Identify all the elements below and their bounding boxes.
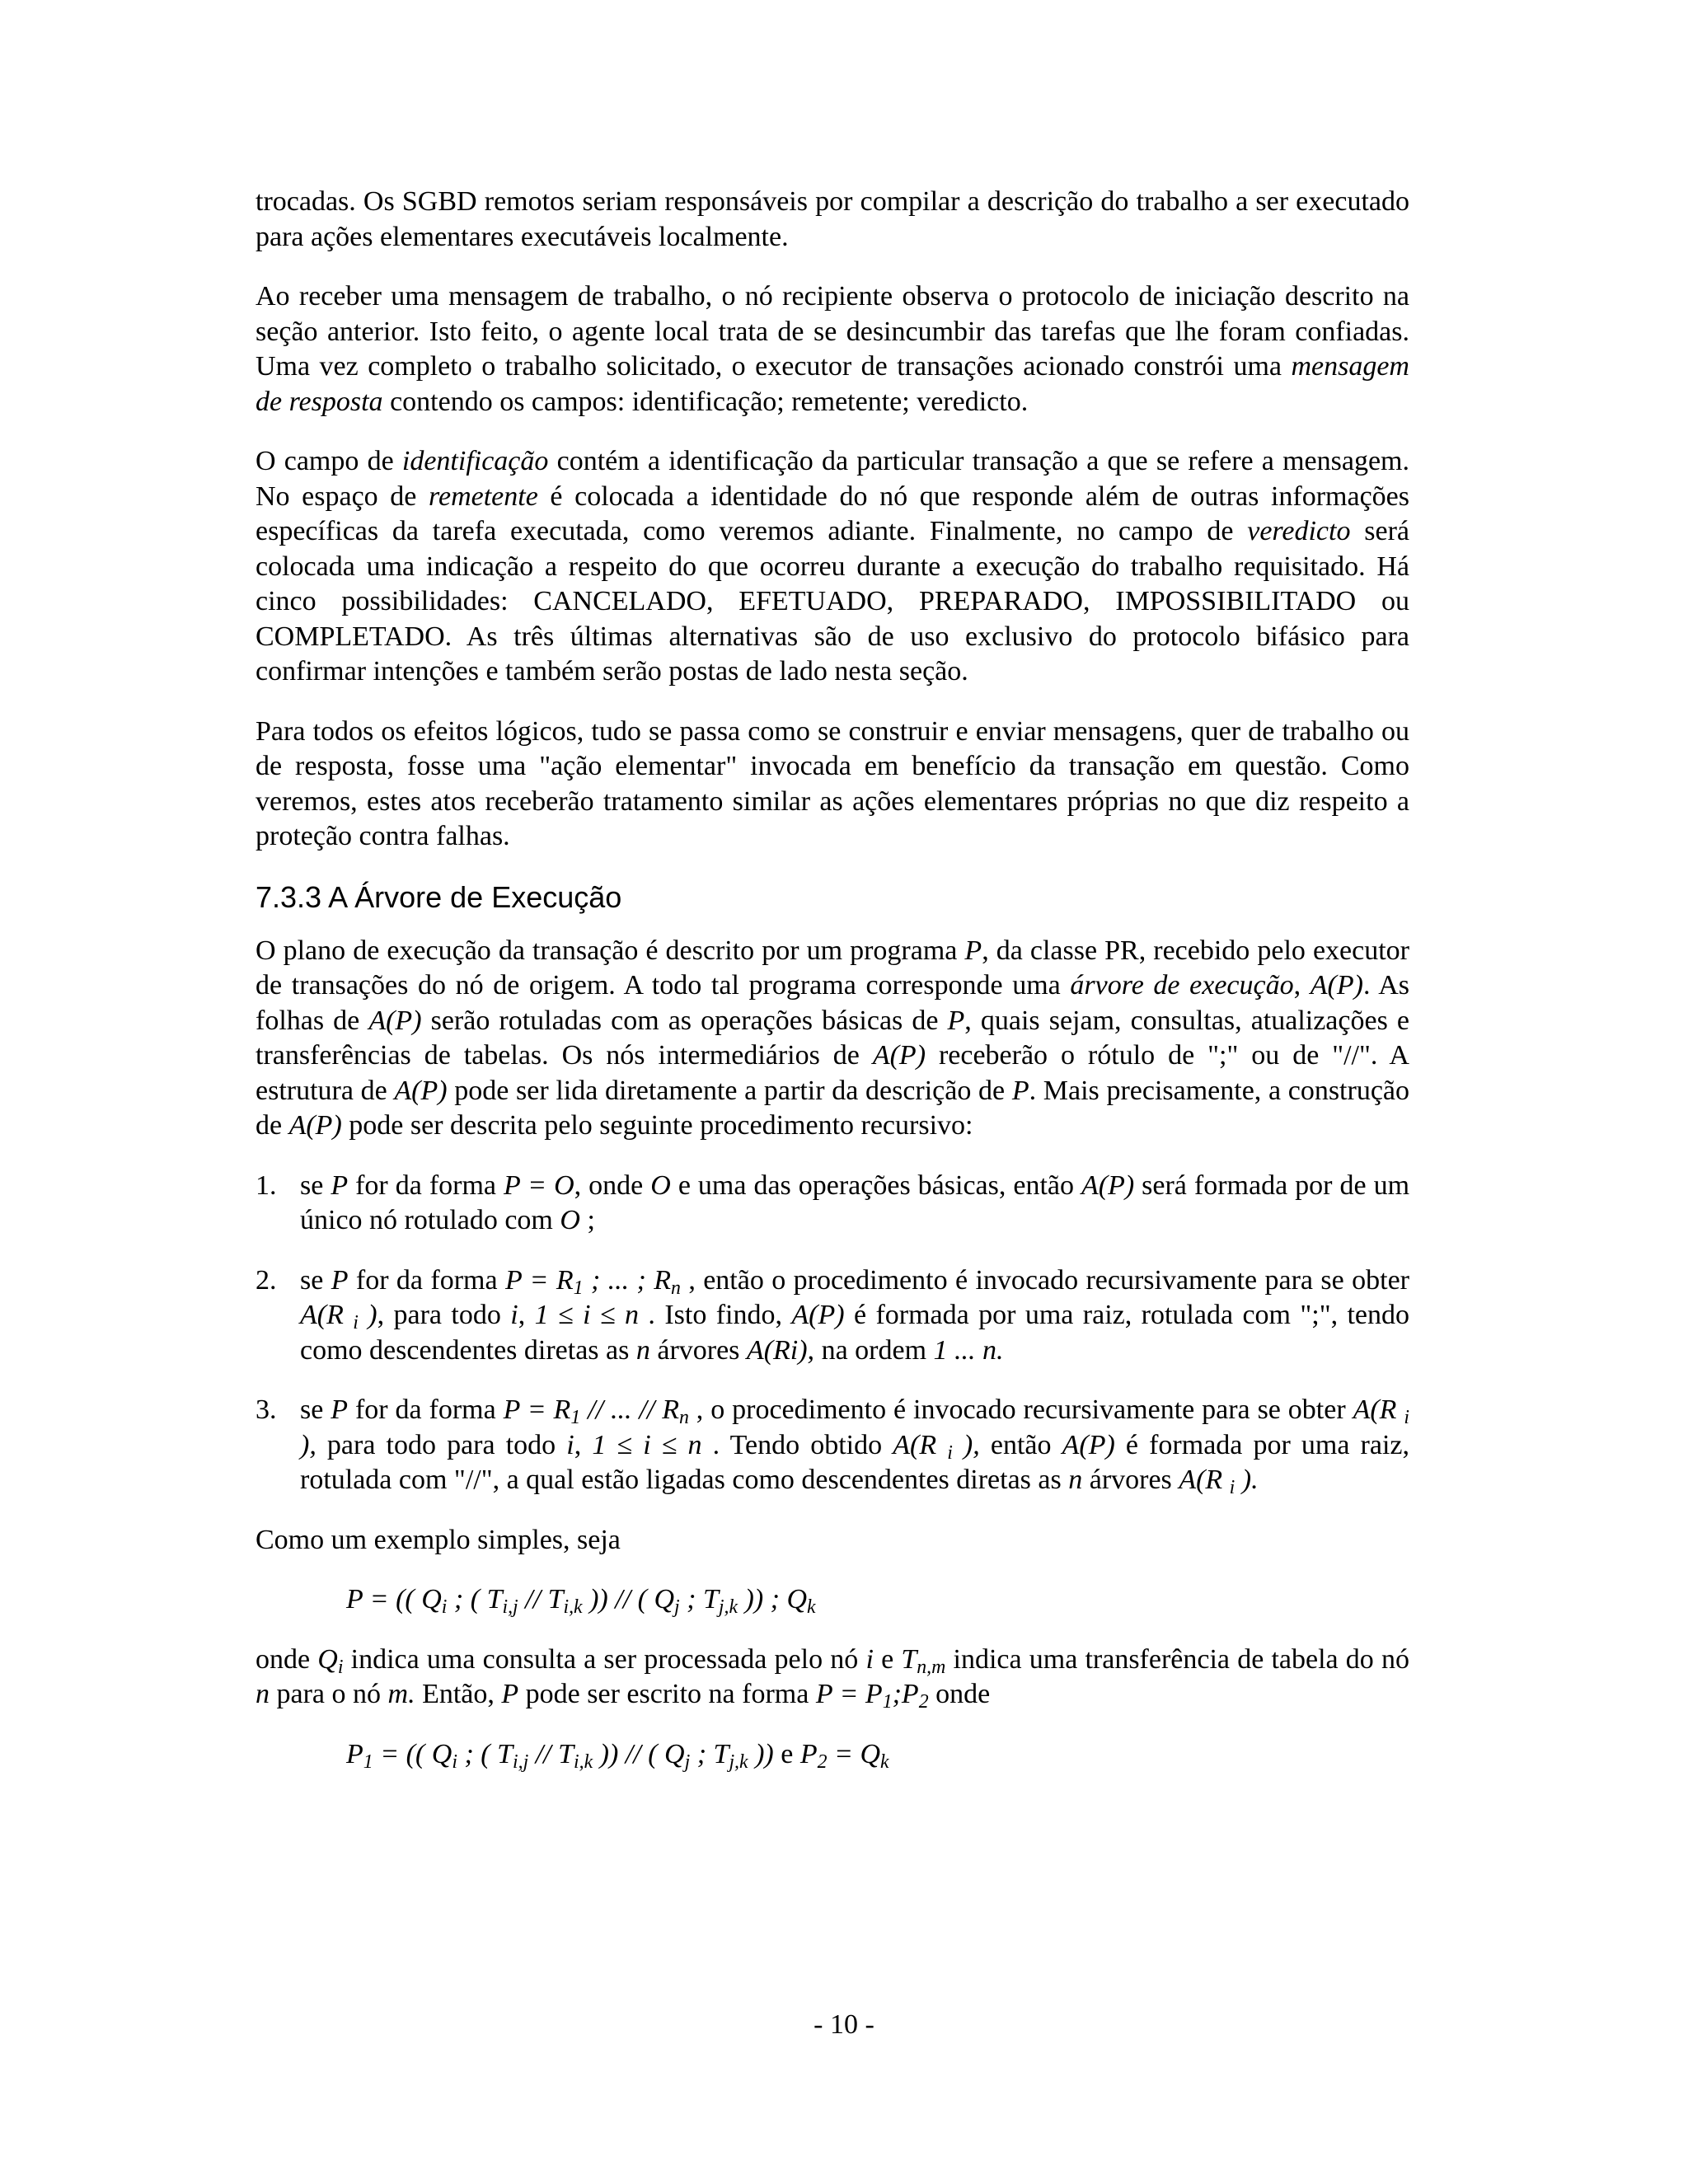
paragraph-2: Ao receber uma mensagem de trabalho, o nó recipiente observa o protocolo de iniciação descrito na seção anterior. Isto feito, o agente local trata de se desincumbir das tarefas que lhe foram confiadas. Uma vez completo o trabalho solicitado, o executor de transações acionado constrói uma mensagem de resposta contendo os campos: identificação; remetente; veredicto. — [256, 281, 1409, 417]
list-item: 2. se P for da forma $P = R_1$ ; ... ; $R_n$ , então o procedimento é invocado recursivamente para se obter A(R $_i$ ), para todo i, 1 ≤ i ≤ n . Isto findo, A(P) é formada por uma raiz, rotulada com ";", tendo como descendentes diretas as n árvores A(Ri), na ordem 1 ... n. — [256, 1264, 1410, 1366]
paragraph-1: trocadas. Os SGBD remotos seriam responsáveis por compilar a descrição do trabalho a ser executado para ações elementares executáveis localmente. — [256, 186, 1409, 252]
paragraph-4: Para todos os efeitos lógicos, tudo se passa como se construir e enviar mensagens, quer de trabalho ou de resposta, fosse uma "ação elementar" invocada em benefício da transação em questão. Como veremos, estes atos receberão tratamento similar as ações elementares próprias no que diz respeito a proteção contra falhas. — [256, 715, 1409, 851]
paragraph-7: onde $Q_i$ indica uma consulta a ser processada pelo nó i e $T_{n,m}$ indica uma transferência de tabela do nó n para o nó m. Então, P pode ser escrito na forma $P = P_1;P_2$ onde — [256, 1643, 1409, 1713]
page-number: - 10 - — [814, 2009, 874, 2040]
list-item: 1. se P for da forma P = O, onde O e uma das operações básicas, então A(P) será formada por de um único nó rotulado com O ; — [256, 1169, 1410, 1235]
list-item: 3. se P for da forma $P = R_1$ // ... // $R_n$ , o procedimento é invocado recursivamente para se obter A(R $_i$ ), para todo para todo i, 1 ≤ i ≤ n . Tendo obtido A(R $_i$ ), então A(P) é formada por uma raiz, rotulada com "//", a qual estão ligadas como descendentes diretas as n árvores A(R $_i$ ). — [256, 1394, 1409, 1498]
procedure-list — [256, 1169, 1409, 1498]
paragraph-3: O campo de identificação contém a identificação da particular transação a que se refere a mensagem. No espaço de remetente é colocada a identidade do nó que responde além de outras informações específicas da tarefa executada, como veremos adiante. Finalmente, no campo de veredicto será colocada uma indicação a respeito do que ocorreu durante a execução do trabalho requisitado. Há cinco possibilidades: CANCELADO, EFETUADO, PREPARADO, IMPOSSIBILITADO ou COMPLETADO. As três últimas alternativas são de uso exclusivo do protocolo bifásico para confirmar intenções e também serão postas de lado nesta seção. — [256, 446, 1409, 687]
formula-2: $P_1$ = (( $Q_i$ ; ( $T_{i,j} // T_{i,k}$ )) // ( $Q_j$ ; $T_{j,k}$ )) e $P_2 = Q_k$ — [346, 1738, 889, 1773]
page-content — [256, 185, 1409, 1797]
formula-1: P = (( $Q_i$ ; ( $T_{i,j} // T_{i,k}$ )) // ( $Q_j$ ; $T_{j,k}$ )) ; $Q_k$ — [346, 1584, 816, 1618]
paragraph-5: O plano de execução da transação é descrito por um programa P, da classe PR, recebido pelo executor de transações do nó de origem. A todo tal programa corresponde uma árvore de execução, A(P). As folhas de A(P) serão rotuladas com as operações básicas de P, quais sejam, consultas, atualizações e transferências de tabelas. Os nós intermediários de A(P) receberão o rótulo de ";" ou de "//". A estrutura de A(P) pode ser lida diretamente a partir da descrição de P. Mais precisamente, a construção de A(P) pode ser descrita pelo seguinte procedimento recursivo: — [256, 935, 1410, 1141]
section-heading: 7.3.3 A Árvore de Execução — [256, 879, 622, 914]
paragraph-6: Como um exemplo simples, seja — [256, 1524, 621, 1555]
